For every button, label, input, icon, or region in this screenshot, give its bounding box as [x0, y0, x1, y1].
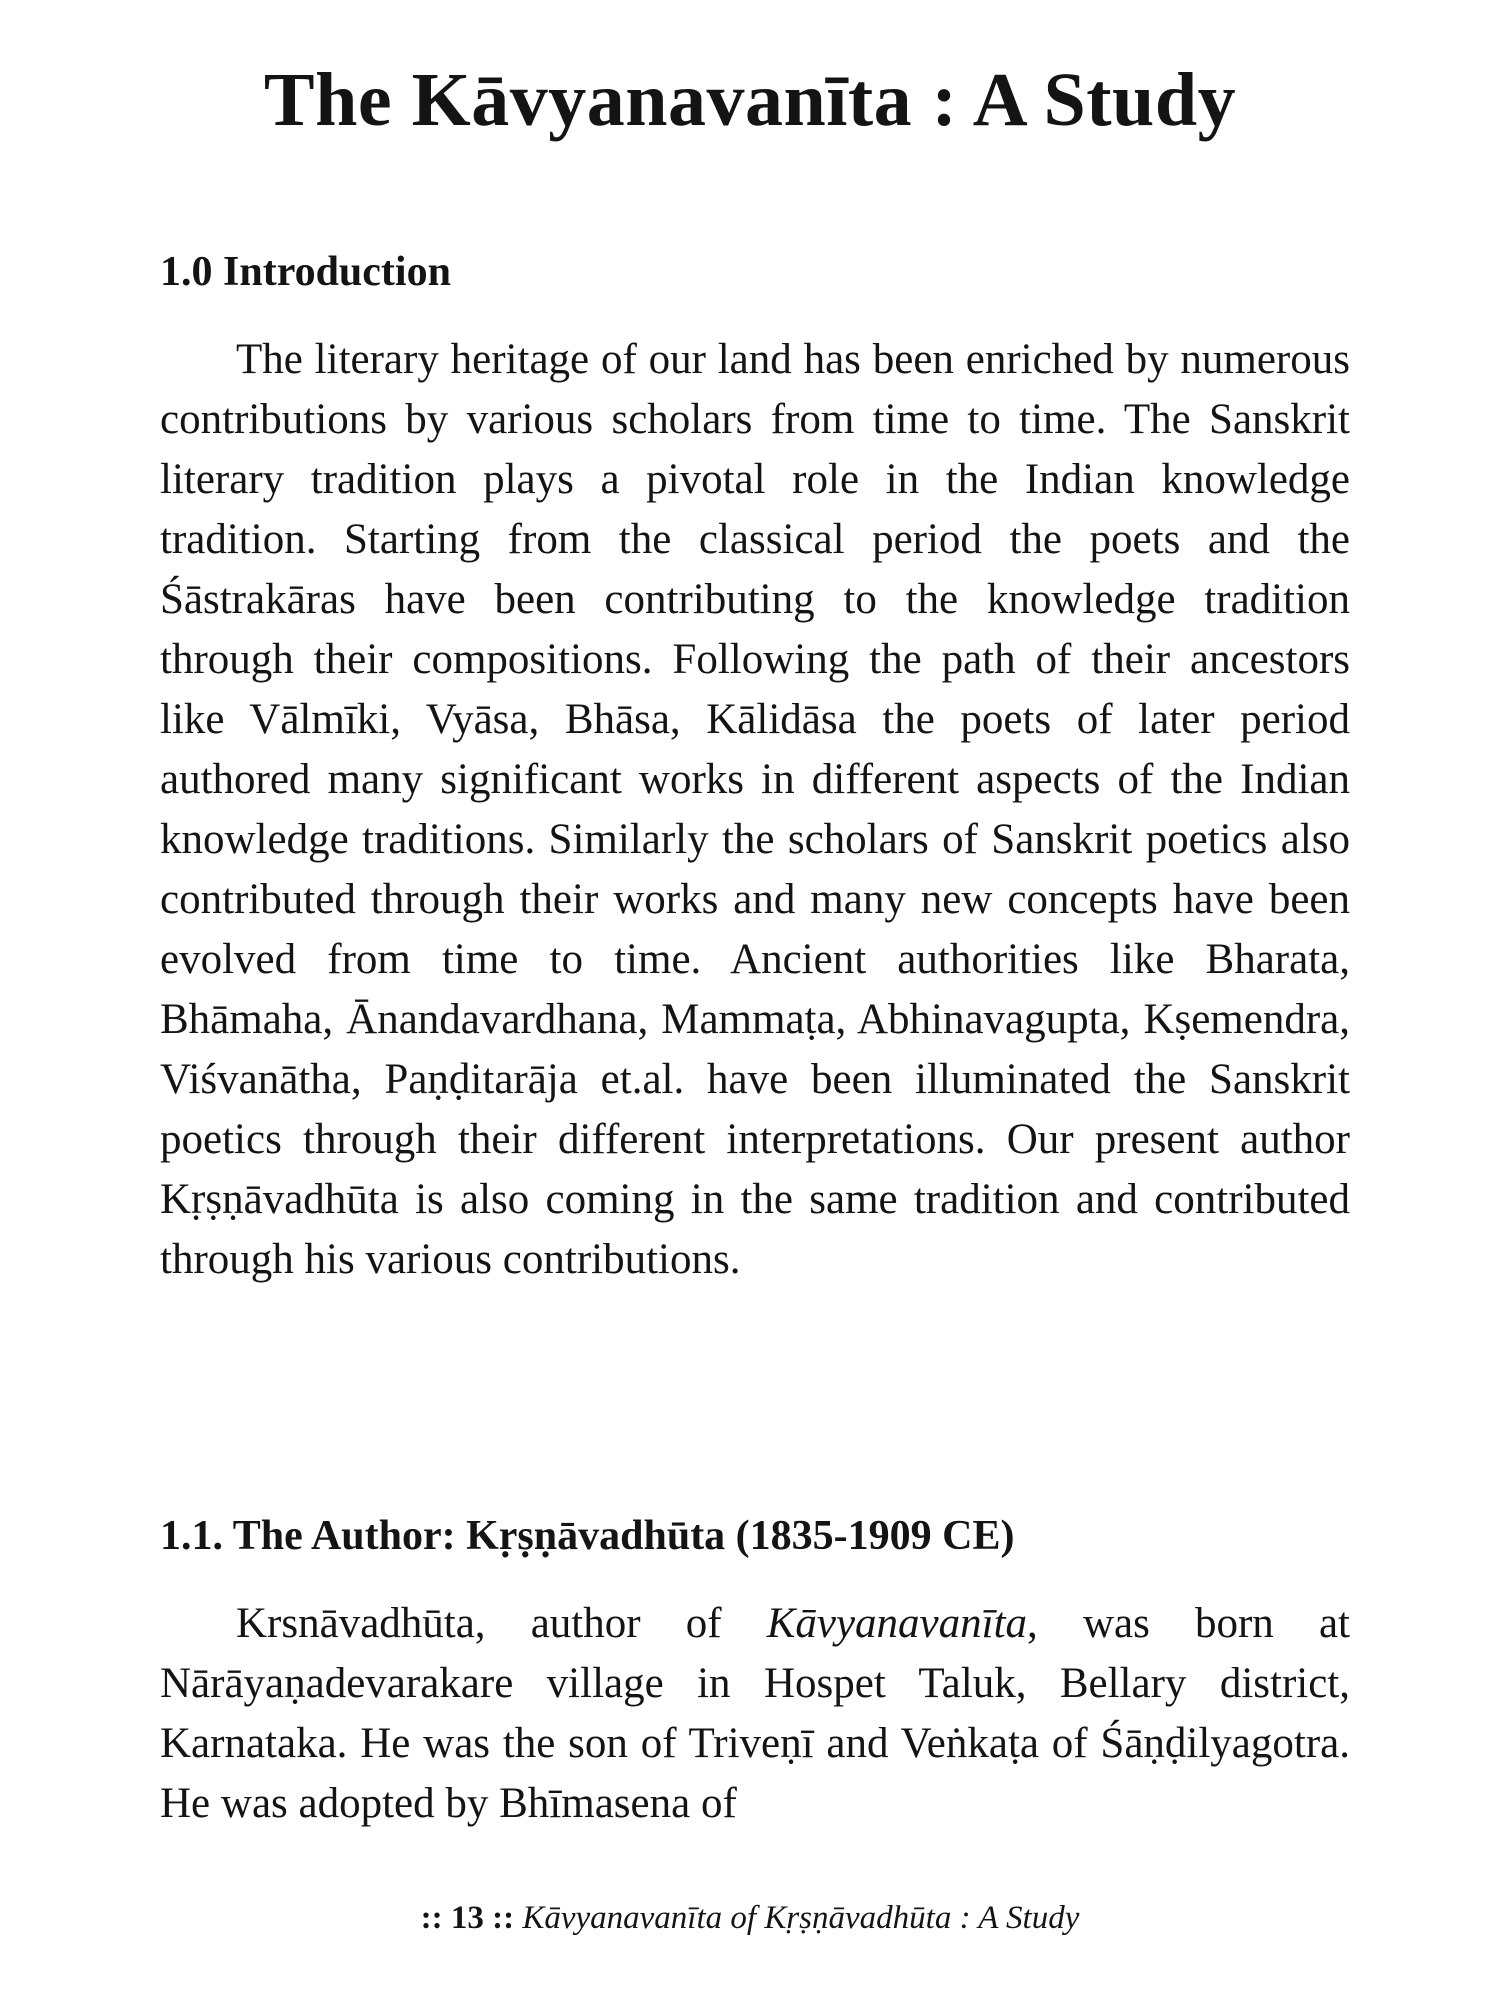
- author-paragraph-start: Krsnāvadhūta, author of: [236, 1600, 767, 1647]
- page-title: The Kāvyanavanīta : A Study: [263, 58, 1237, 142]
- section-heading-introduction: 1.0 Introduction: [160, 249, 451, 295]
- author-paragraph: [160, 1594, 1350, 1834]
- work-title-italic: Kāvyanavanīta: [766, 1600, 1028, 1647]
- page-number: :: 13 ::: [420, 1900, 515, 1936]
- running-title: Kāvyanavanīta of Kṛṣṇāvadhūta : A Study: [522, 1900, 1080, 1936]
- page-footer: [0, 1896, 1500, 1940]
- introduction-paragraph: The literary heritage of our land has been enriched by numerous contributions by various scholars from time to time. The Sanskrit literary tradition plays a pivotal role in the Indian knowledge tradition. Starting from the classical period the poets and the Śāstrakāras have been contributing to the knowledge tradition through their compositions. Following the path of their ancestors like Vālmīki, Vyāsa, Bhāsa, Kālidāsa the poets of later period authored many significant works in different aspects of the Indian knowledge traditions. Similarly the scholars of Sanskrit poetics also contributed through their works and many new concepts have been evolved from time to time. Ancient authorities like Bharata, Bhāmaha, Ānandavardhana, Mammaṭa, Abhinavagupta, Kṣemendra, Viśvanātha, Paṇḍitarāja et.al. have been illuminated the Sanskrit poetics through their different interpretations. Our present author Kṛṣṇāvadhūta is also coming in the same tradition and contributed through his various contributions.: [160, 336, 1350, 1283]
- section-heading-author: 1.1. The Author: Kṛṣṇāvadhūta (1835-1909 CE): [160, 1513, 1015, 1559]
- author-paragraph-rest: , was born at Nārāyaṇadevarakare village in Hospet Taluk, Bellary district, Karnataka. He was the son of Triveṇī and Veṅkaṭa of Śāṇḍilyagotra. He was adopted by Bhīmasena of: [160, 1600, 1350, 1827]
